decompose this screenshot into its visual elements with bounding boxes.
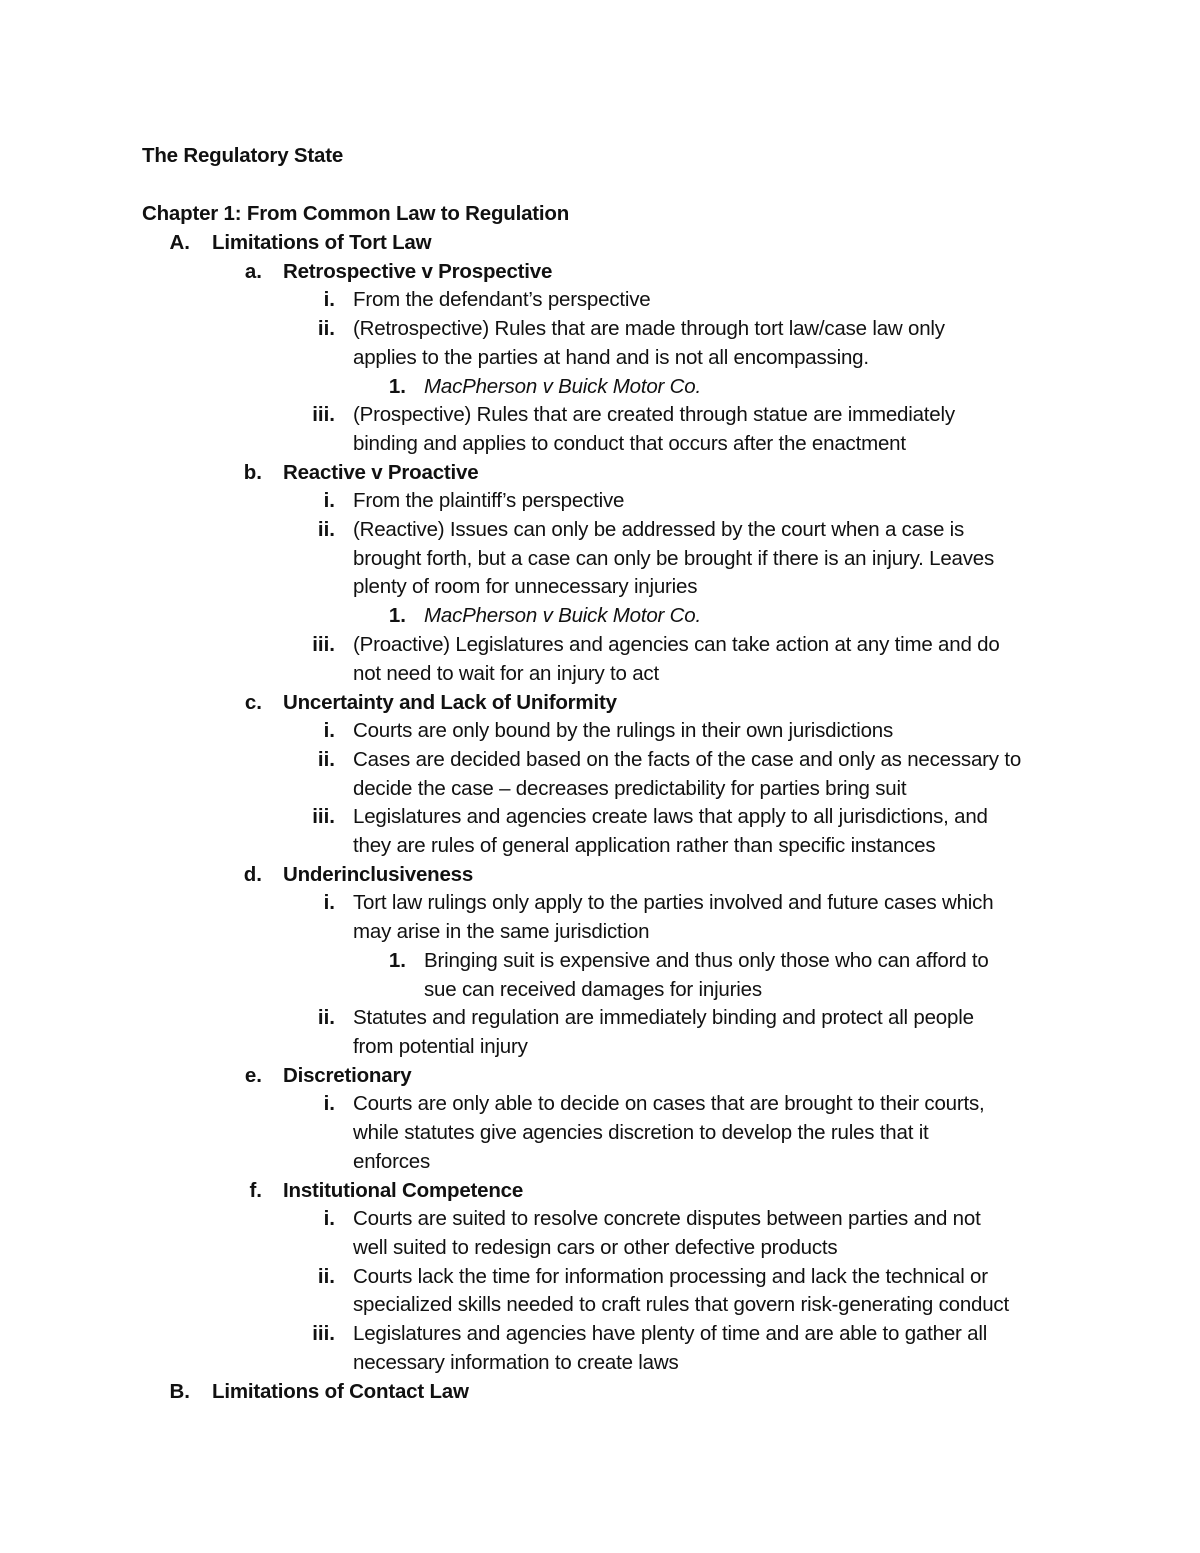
item-a-heading: Retrospective v Prospective — [283, 260, 553, 283]
item-a-marker: a. — [244, 260, 262, 283]
section-b-heading: Limitations of Contact Law — [212, 1380, 469, 1403]
item-f-iii-marker: iii. — [312, 1322, 335, 1345]
item-a-iii-text-cont: binding and applies to conduct that occurs after the enactment — [353, 432, 906, 455]
item-e-i-text: Courts are only able to decide on cases that are brought to their courts, — [353, 1092, 985, 1115]
item-d-i-text-cont: may arise in the same jurisdiction — [353, 920, 650, 943]
item-c-ii-text-cont: decide the case – decreases predictability for parties bring suit — [353, 777, 907, 800]
item-c-marker: c. — [244, 691, 262, 714]
item-e-heading: Discretionary — [283, 1064, 412, 1087]
item-f-i-text-cont: well suited to redesign cars or other defective products — [353, 1236, 838, 1259]
item-f-ii-marker: ii. — [317, 1265, 335, 1288]
section-b-marker: B. — [169, 1380, 190, 1403]
item-c-iii-text: Legislatures and agencies create laws that apply to all jurisdictions, and — [353, 805, 988, 828]
item-d-i-1-text-cont: sue can received damages for injuries — [424, 978, 762, 1001]
item-d-i-1-text: Bringing suit is expensive and thus only those who can afford to — [424, 949, 989, 972]
item-d-ii-marker: ii. — [317, 1006, 335, 1029]
item-c-i-marker: i. — [323, 719, 335, 742]
item-a-iii-marker: iii. — [312, 403, 335, 426]
item-c-iii-text-cont: they are rules of general application rather than specific instances — [353, 834, 936, 857]
item-b-i-marker: i. — [323, 489, 335, 512]
item-b-iii-text-cont: not need to wait for an injury to act — [353, 662, 659, 685]
item-c-i-text: Courts are only bound by the rulings in their own jurisdictions — [353, 719, 894, 742]
item-f-i-marker: i. — [323, 1207, 335, 1230]
item-f-heading: Institutional Competence — [283, 1179, 524, 1202]
item-b-ii-text: (Reactive) Issues can only be addressed by the court when a case is — [353, 518, 965, 541]
item-a-ii-1-text: MacPherson v Buick Motor Co. — [424, 375, 701, 398]
item-e-marker: e. — [244, 1064, 262, 1087]
item-d-i-marker: i. — [323, 891, 335, 914]
chapter-heading: Chapter 1: From Common Law to Regulation — [142, 202, 570, 225]
item-b-ii-text-cont2: plenty of room for unnecessary injuries — [353, 575, 698, 598]
item-f-iii-text: Legislatures and agencies have plenty of time and are able to gather all — [353, 1322, 988, 1345]
section-a-marker: A. — [169, 231, 190, 254]
item-b-marker: b. — [243, 461, 262, 484]
item-f-i-text: Courts are suited to resolve concrete disputes between parties and not — [353, 1207, 981, 1230]
item-b-iii-text: (Proactive) Legislatures and agencies can take action at any time and do — [353, 633, 1000, 656]
item-c-ii-marker: ii. — [317, 748, 335, 771]
item-a-iii-text: (Prospective) Rules that are created through statue are immediately — [353, 403, 955, 426]
item-b-iii-marker: iii. — [312, 633, 335, 656]
item-b-heading: Reactive v Proactive — [283, 461, 479, 484]
item-b-ii-1-text: MacPherson v Buick Motor Co. — [424, 604, 701, 627]
item-f-iii-text-cont: necessary information to create laws — [353, 1351, 679, 1374]
item-a-i-marker: i. — [323, 288, 335, 311]
item-d-ii-text-cont: from potential injury — [353, 1035, 528, 1058]
item-d-heading: Underinclusiveness — [283, 863, 474, 886]
item-f-ii-text-cont: specialized skills needed to craft rules that govern risk-generating conduct — [353, 1293, 1009, 1316]
item-a-ii-text-cont: applies to the parties at hand and is not all encompassing. — [353, 346, 869, 369]
item-b-ii-marker: ii. — [317, 518, 335, 541]
item-e-i-text-cont2: enforces — [353, 1150, 431, 1173]
item-c-ii-text: Cases are decided based on the facts of the case and only as necessary to — [353, 748, 1022, 771]
item-d-marker: d. — [243, 863, 262, 886]
item-a-ii-text: (Retrospective) Rules that are made through tort law/case law only — [353, 317, 945, 340]
section-a-heading: Limitations of Tort Law — [212, 231, 432, 254]
document-title: The Regulatory State — [142, 144, 344, 167]
item-e-i-text-cont: while statutes give agencies discretion to develop the rules that it — [353, 1121, 929, 1144]
item-b-i-text: From the plaintiff’s perspective — [353, 489, 625, 512]
item-d-i-1-marker: 1. — [388, 949, 406, 972]
item-a-ii-marker: ii. — [317, 317, 335, 340]
item-e-i-marker: i. — [323, 1092, 335, 1115]
item-f-ii-text: Courts lack the time for information processing and lack the technical or — [353, 1265, 988, 1288]
item-a-ii-1-marker: 1. — [388, 375, 406, 398]
item-f-marker: f. — [249, 1179, 262, 1202]
item-a-i-text: From the defendant’s perspective — [353, 288, 651, 311]
item-c-iii-marker: iii. — [312, 805, 335, 828]
item-d-i-text: Tort law rulings only apply to the parties involved and future cases which — [353, 891, 994, 914]
item-c-heading: Uncertainty and Lack of Uniformity — [283, 691, 617, 714]
item-b-ii-text-cont: brought forth, but a case can only be brought if there is an injury. Leaves — [353, 547, 995, 570]
item-d-ii-text: Statutes and regulation are immediately binding and protect all people — [353, 1006, 974, 1029]
item-b-ii-1-marker: 1. — [388, 604, 406, 627]
